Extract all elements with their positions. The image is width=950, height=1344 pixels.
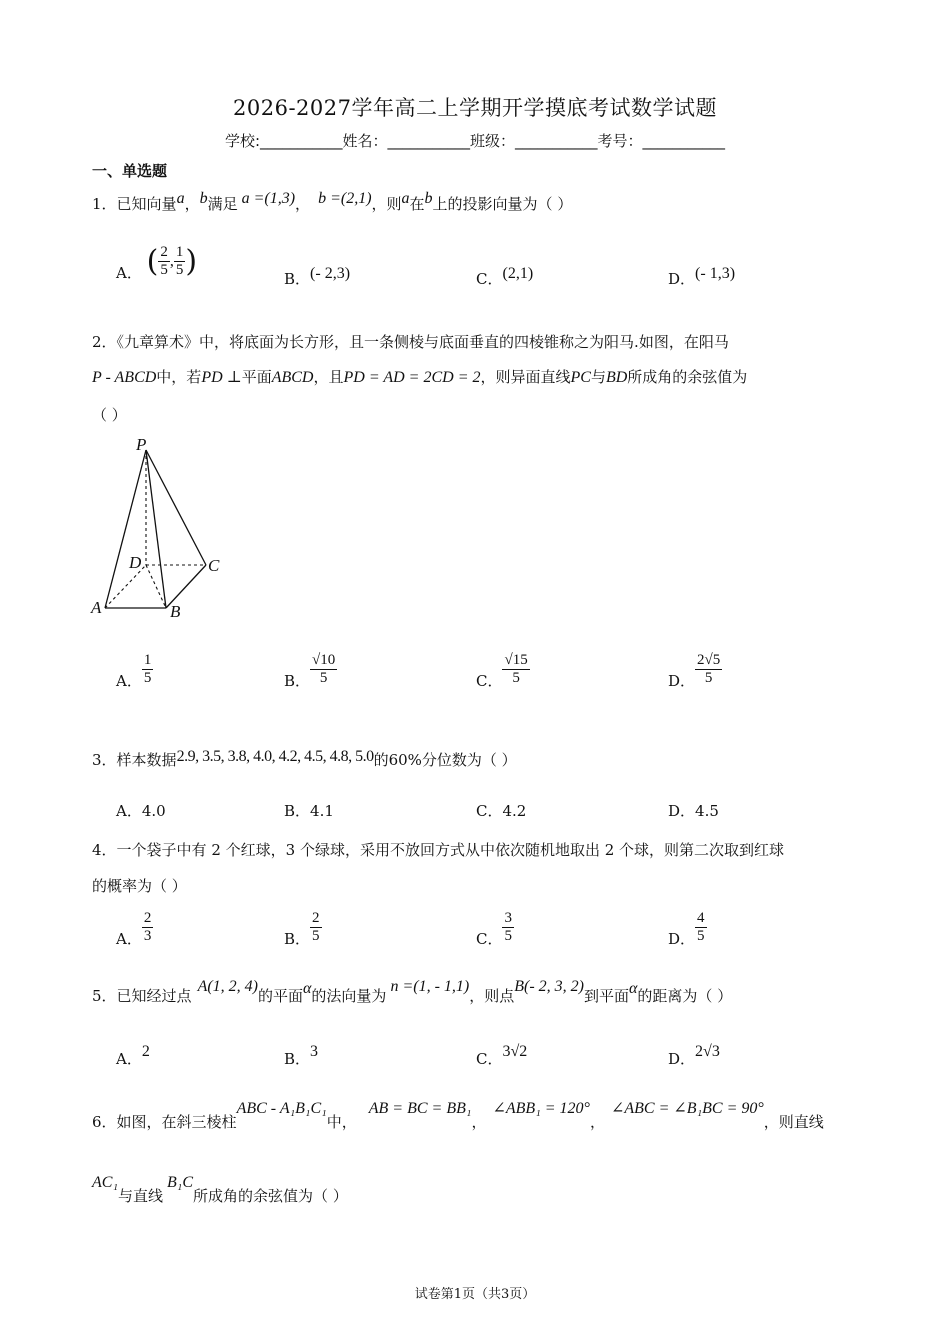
q1-option-b: B．(- 2,3) <box>284 265 351 288</box>
question-2-line-1: 2．《九章算术》中，将底面为长方形，且一条侧棱与底面垂直的四棱锥称之为阳马.如图，在阳马 <box>92 333 729 351</box>
q5-option-c: C．3√2 <box>476 1043 528 1068</box>
q5-option-b: B．3 <box>284 1043 319 1068</box>
question-4-line-1: 4．一个袋子中有 2 个红球，3 个绿球，采用不放回方式从中依次随机地取出 2 个球，则第二次取到红球 <box>92 841 785 859</box>
label-a: A <box>91 598 102 617</box>
q3-option-c: C．4.2 <box>476 802 527 820</box>
q2-option-a: A． $\frac{1}{5}$ <box>116 652 152 690</box>
q2-option-b: B． $\frac{√10}{5}$ <box>284 652 336 690</box>
question-2-line-3: （ ） <box>92 406 127 424</box>
label-d: D <box>129 553 142 572</box>
question-6-line-1: 6．如图，在斜三棱柱ABC - A₁B₁C₁中，AB = BC = BB₁，∠ABB₁ = 120°，∠ABC = ∠B₁BC = 90°，则直线 <box>92 1100 824 1131</box>
question-2-line-2: P - ABCD中，若PD ⊥平面ABCD，且PD = AD = 2CD = 2，则异面直线PC与BD所成角的余弦值为 <box>92 368 748 386</box>
question-5-stem: 5．已知经过点A(1, 2, 4)的平面α的法向量为n =(1, - 1,1)，则点B(- 2, 3, 2)到平面α的距离为（ ） <box>92 978 733 1005</box>
page-title: 2026-2027学年高二上学期开学摸底考试数学试题 <box>233 96 717 120</box>
section-heading: 一、单选题 <box>92 162 168 180</box>
question-6-line-2: AC₁与直线B₁C所成角的余弦值为（ ） <box>92 1174 348 1205</box>
q3-option-a: A．4.0 <box>116 802 166 820</box>
q1-option-c: C．(2,1) <box>476 265 534 288</box>
question-3-stem: 3．样本数据2.9, 3.5, 3.8, 4.0, 4.2, 4.5, 4.8, 5.0的60%分位数为（ ） <box>92 748 517 769</box>
label-c: C <box>208 556 220 575</box>
label-p: P <box>136 435 147 454</box>
q3-option-d: D．4.5 <box>668 802 719 820</box>
student-info-line: 学校:___________姓名：___________班级：___________考号：___________ <box>224 132 726 150</box>
q3-option-b: B．4.1 <box>284 802 334 820</box>
q2-option-d: D． $\frac{2√5}{5}$ <box>668 652 721 690</box>
q4-option-d: D． $\frac{4}{5}$ <box>668 910 705 948</box>
q1-option-d: D．(- 1,3) <box>668 265 736 288</box>
q1-option-a: A． ( $\frac{2}{5}$ , $\frac{1}{5}$ ) <box>116 244 198 282</box>
pyramid-figure <box>88 432 228 624</box>
q2-option-c: C． $\frac{√15}{5}$ <box>476 652 528 690</box>
q4-option-c: C． $\frac{3}{5}$ <box>476 910 512 948</box>
question-4-line-2: 的概率为（ ） <box>92 877 187 895</box>
q4-option-b: B． $\frac{2}{5}$ <box>284 910 320 948</box>
label-b: B <box>170 602 181 621</box>
page-footer: 试卷第1页（共3页） <box>414 1287 536 1302</box>
q4-option-a: A． $\frac{2}{3}$ <box>116 910 152 948</box>
q5-option-d: D．2√3 <box>668 1043 720 1068</box>
question-1-stem: 1．已知向量a，b满足 a =(1,3)， b =(2,1)，则a在b上的投影向量为（ ） <box>92 190 573 213</box>
q5-option-a: A．2 <box>116 1043 150 1068</box>
